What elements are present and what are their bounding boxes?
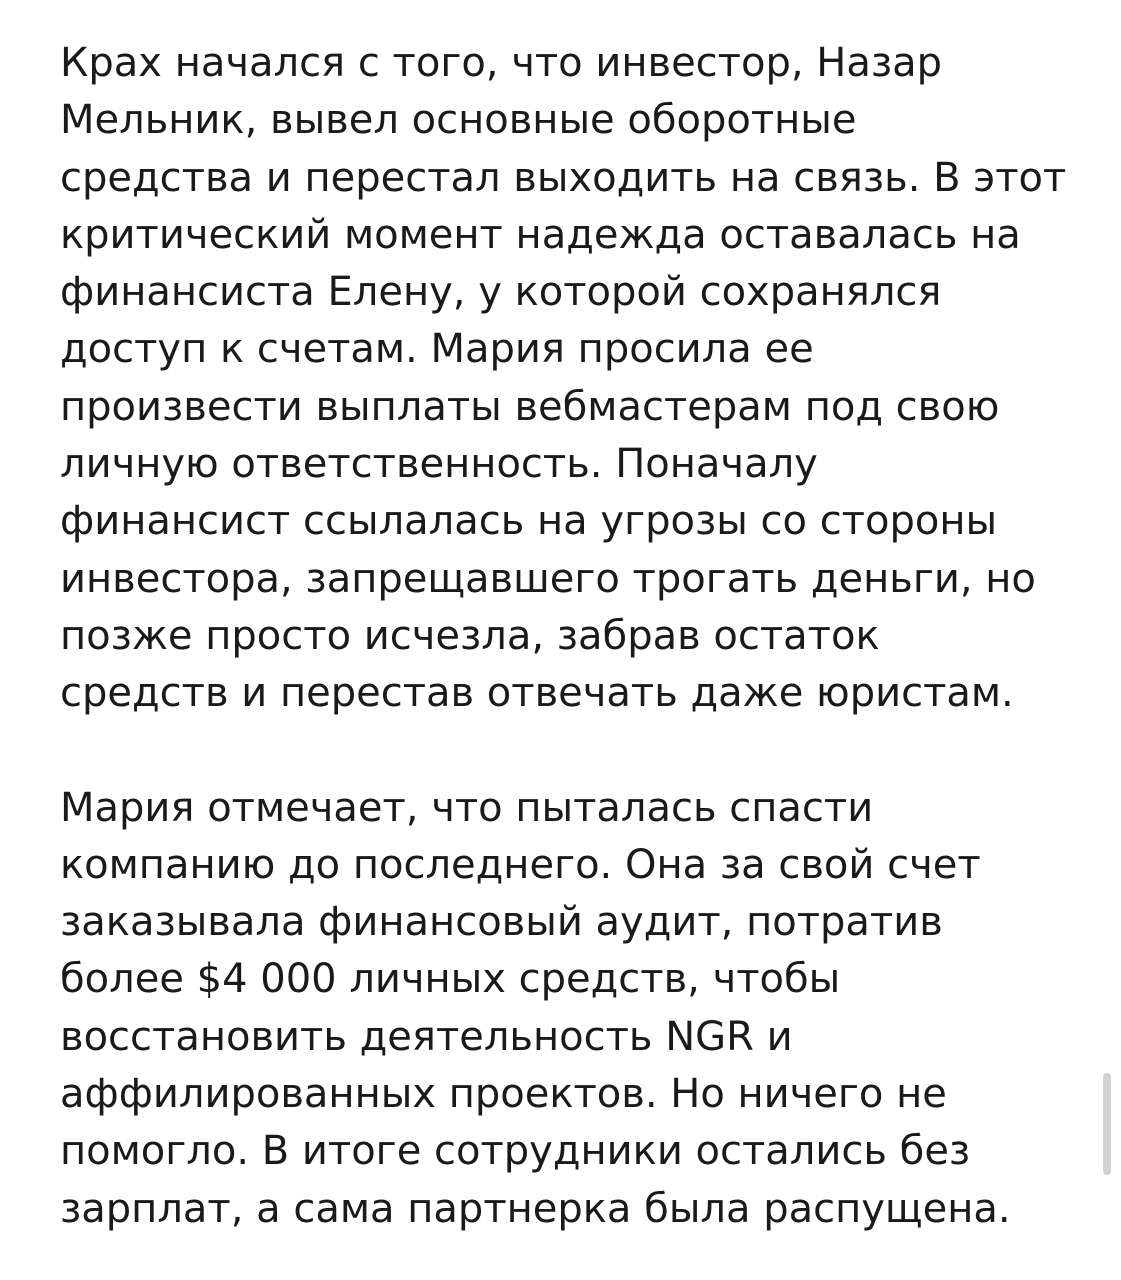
text-line: восстановить деятельность NGR и — [60, 1013, 793, 1060]
text-line: Мария отмечает, что пыталась спасти — [60, 784, 874, 831]
text-line: позже просто исчезла, забрав остаток — [60, 612, 880, 659]
text-line: финансиста Елену, у которой сохранялся — [60, 269, 942, 316]
text-line: заказывала финансовый аудит, потратив — [60, 899, 943, 946]
text-line: зарплат, а сама партнерка была распущена. — [60, 1185, 1011, 1232]
scrollbar-thumb[interactable] — [1103, 1073, 1111, 1175]
text-line: средства и перестал выходить на связь. В этот — [60, 154, 1067, 201]
text-line: критический момент надежда оставалась на — [60, 211, 1021, 258]
paragraph-2 — [60, 780, 1060, 1238]
text-line: инвестора, запрещавшего трогать деньги, но — [60, 555, 1036, 602]
paragraph-1 — [60, 35, 1067, 723]
text-line: компанию до последнего. Она за свой счет — [60, 841, 981, 888]
text-line: произвести выплаты вебмастерам под свою — [60, 383, 1000, 430]
text-line: аффилированных проектов. Но ничего не — [60, 1071, 947, 1118]
text-line: помогло. В итоге сотрудники остались без — [60, 1128, 971, 1175]
text-line: средств и перестав отвечать даже юристам. — [60, 670, 1014, 717]
text-line: Мельник, вывел основные оборотные — [60, 97, 857, 144]
text-line: доступ к счетам. Мария просила ее — [60, 326, 814, 373]
text-line: финансист ссылалась на угрозы со стороны — [60, 498, 998, 545]
text-line: Крах начался с того, что инвестор, Назар — [60, 40, 943, 86]
text-line: личную ответственность. Поначалу — [60, 441, 818, 488]
article-text — [60, 35, 1067, 1238]
text-line: более $4 000 личных средств, чтобы — [60, 956, 841, 1003]
